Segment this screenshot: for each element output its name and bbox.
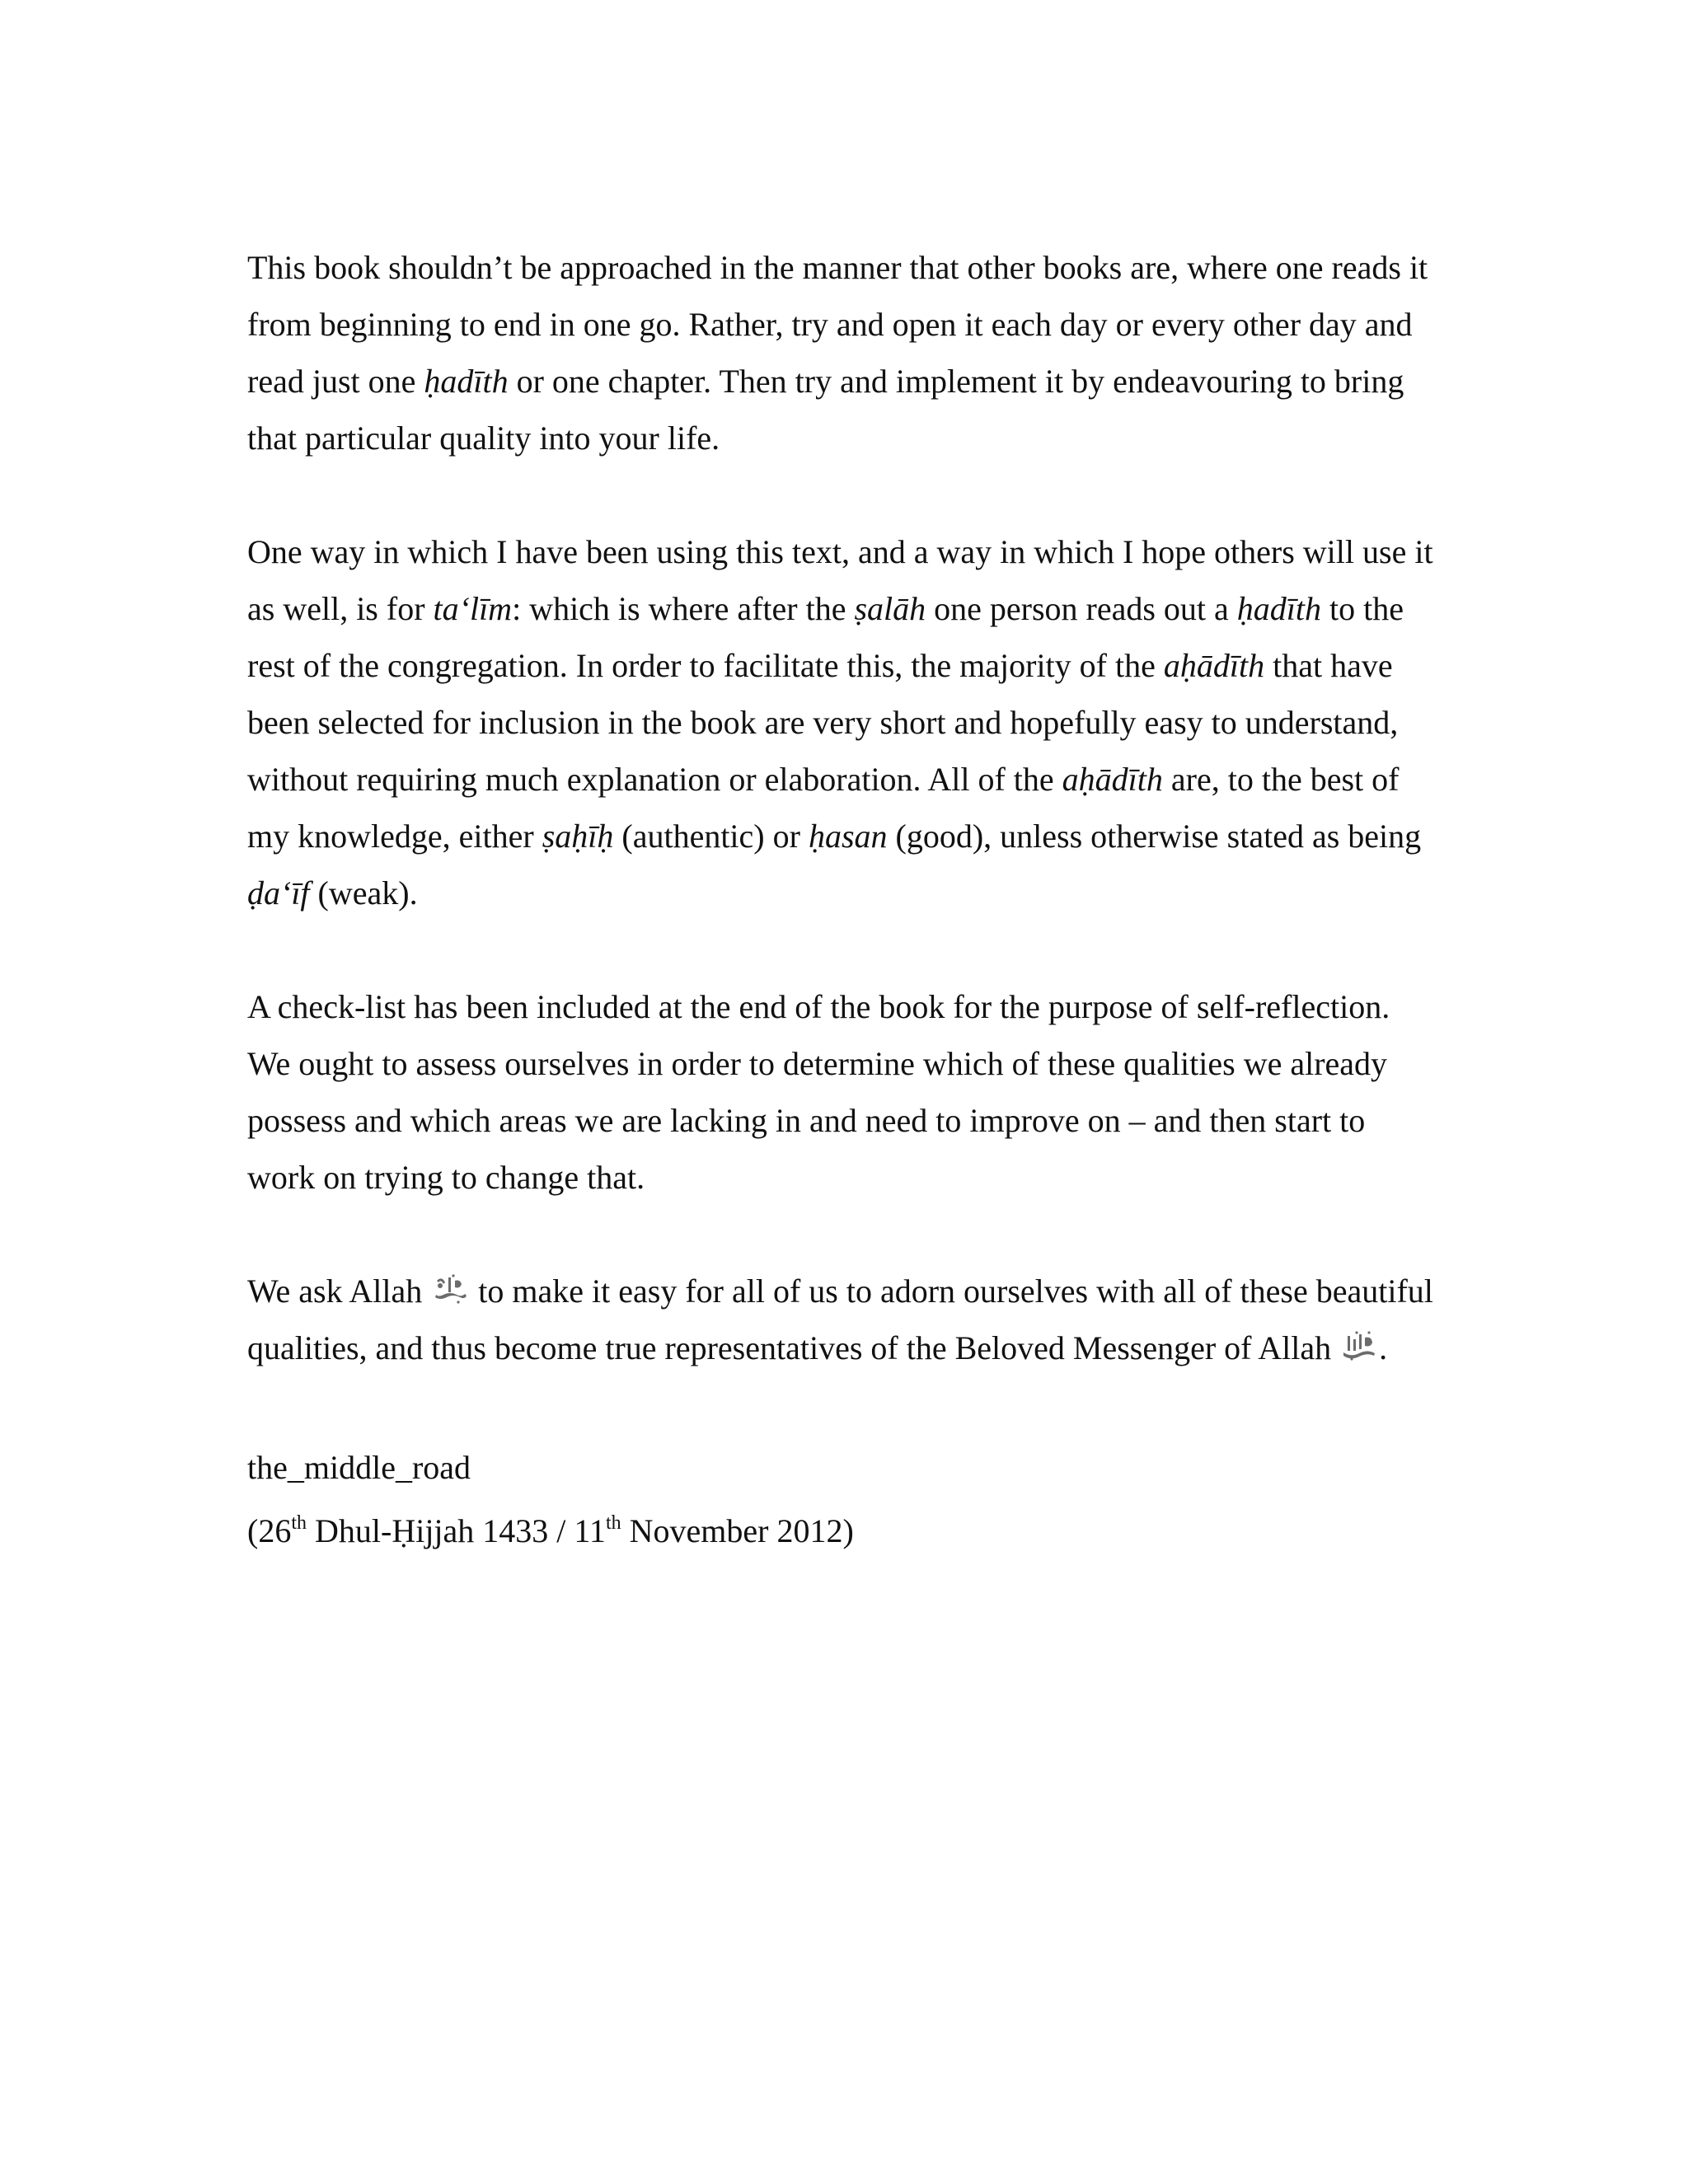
text-run: read just one xyxy=(247,363,424,400)
text-line xyxy=(247,1319,1451,1376)
italic-term: ḥadīth xyxy=(1236,590,1322,627)
text-line xyxy=(247,637,1451,694)
text-line xyxy=(247,865,1451,921)
text-line xyxy=(247,1263,1451,1319)
text-run: We ask Allah xyxy=(247,1272,431,1310)
arabic-calligraphy-salawat-icon xyxy=(1341,1323,1377,1356)
text-run: (weak). xyxy=(309,874,418,912)
text-run: or one chapter. Then try and implement it by endeavouring to bring xyxy=(508,363,1404,400)
text-run: November 2012) xyxy=(621,1512,854,1549)
text-run: that have xyxy=(1264,647,1393,684)
text-line: possess and which areas we are lacking in and need to improve on – and then start to xyxy=(247,1102,1366,1139)
text-line: that particular quality into your life. xyxy=(247,419,720,457)
paragraph-reading-advice xyxy=(247,239,1451,466)
text-run: without requiring much explanation or elaboration. All of the xyxy=(247,761,1062,798)
text-run: qualities, and thus become true representatives of the Beloved Messenger of Allah xyxy=(247,1329,1340,1366)
text-line xyxy=(247,353,1451,410)
text-line xyxy=(247,751,1451,808)
italic-term: ta‘līm xyxy=(433,590,513,627)
signature-date xyxy=(247,1502,1451,1559)
italic-term: aḥādīth xyxy=(1062,761,1163,798)
italic-term: aḥādīth xyxy=(1163,647,1265,684)
text-line: This book shouldn’t be approached in the manner that other books are, where one reads it xyxy=(247,249,1428,286)
text-line xyxy=(247,808,1451,865)
text-line: One way in which I have been using this text, and a way in which I hope others will use it xyxy=(247,533,1433,570)
ordinal-suffix: th xyxy=(605,1512,621,1534)
text-line xyxy=(247,580,1451,637)
text-run: (26 xyxy=(247,1512,292,1549)
author-name: the_middle_road xyxy=(247,1449,471,1486)
text-line: from beginning to end in one go. Rather, try and open it each day or every other day and xyxy=(247,306,1413,343)
text-run: rest of the congregation. In order to facilitate this, the majority of the xyxy=(247,647,1164,684)
text-run: as well, is for xyxy=(247,590,434,627)
text-run: (authentic) or xyxy=(613,818,809,855)
italic-term: ḍa‘īf xyxy=(247,874,310,912)
text-run: one person reads out a xyxy=(926,590,1237,627)
text-line: A check-list has been included at the end of the book for the purpose of self-reflection. xyxy=(247,988,1390,1025)
text-run: to make it easy for all of us to adorn ourselves with all of these beautiful xyxy=(470,1272,1433,1310)
italic-term: ḥadīth xyxy=(424,363,509,400)
arabic-calligraphy-honorific-icon xyxy=(432,1266,468,1299)
text-line: We ought to assess ourselves in order to determine which of these qualities we already xyxy=(247,1045,1388,1082)
text-run: . xyxy=(1379,1329,1388,1366)
paragraph-usage-talim xyxy=(247,523,1451,921)
text-run: my knowledge, either xyxy=(247,818,542,855)
paragraph-supplication xyxy=(247,1263,1451,1376)
paragraph-checklist xyxy=(247,978,1451,1206)
text-run: to the xyxy=(1321,590,1404,627)
italic-term: ṣalāh xyxy=(854,590,926,627)
text-run: (good), unless otherwise stated as being xyxy=(887,818,1422,855)
text-run: : which is where after the xyxy=(512,590,855,627)
text-line: work on trying to change that. xyxy=(247,1159,645,1196)
text-run: Dhul-Ḥijjah 1433 / 11 xyxy=(307,1512,606,1549)
italic-term: ḥasan xyxy=(808,818,888,855)
text-line: been selected for inclusion in the book are very short and hopefully easy to understand, xyxy=(247,704,1399,741)
ordinal-suffix: th xyxy=(291,1512,307,1534)
italic-term: ṣaḥīḥ xyxy=(542,818,614,855)
author-signature xyxy=(247,1433,1451,1559)
text-run: are, to the best of xyxy=(1162,761,1400,798)
document-page xyxy=(247,239,1451,1559)
